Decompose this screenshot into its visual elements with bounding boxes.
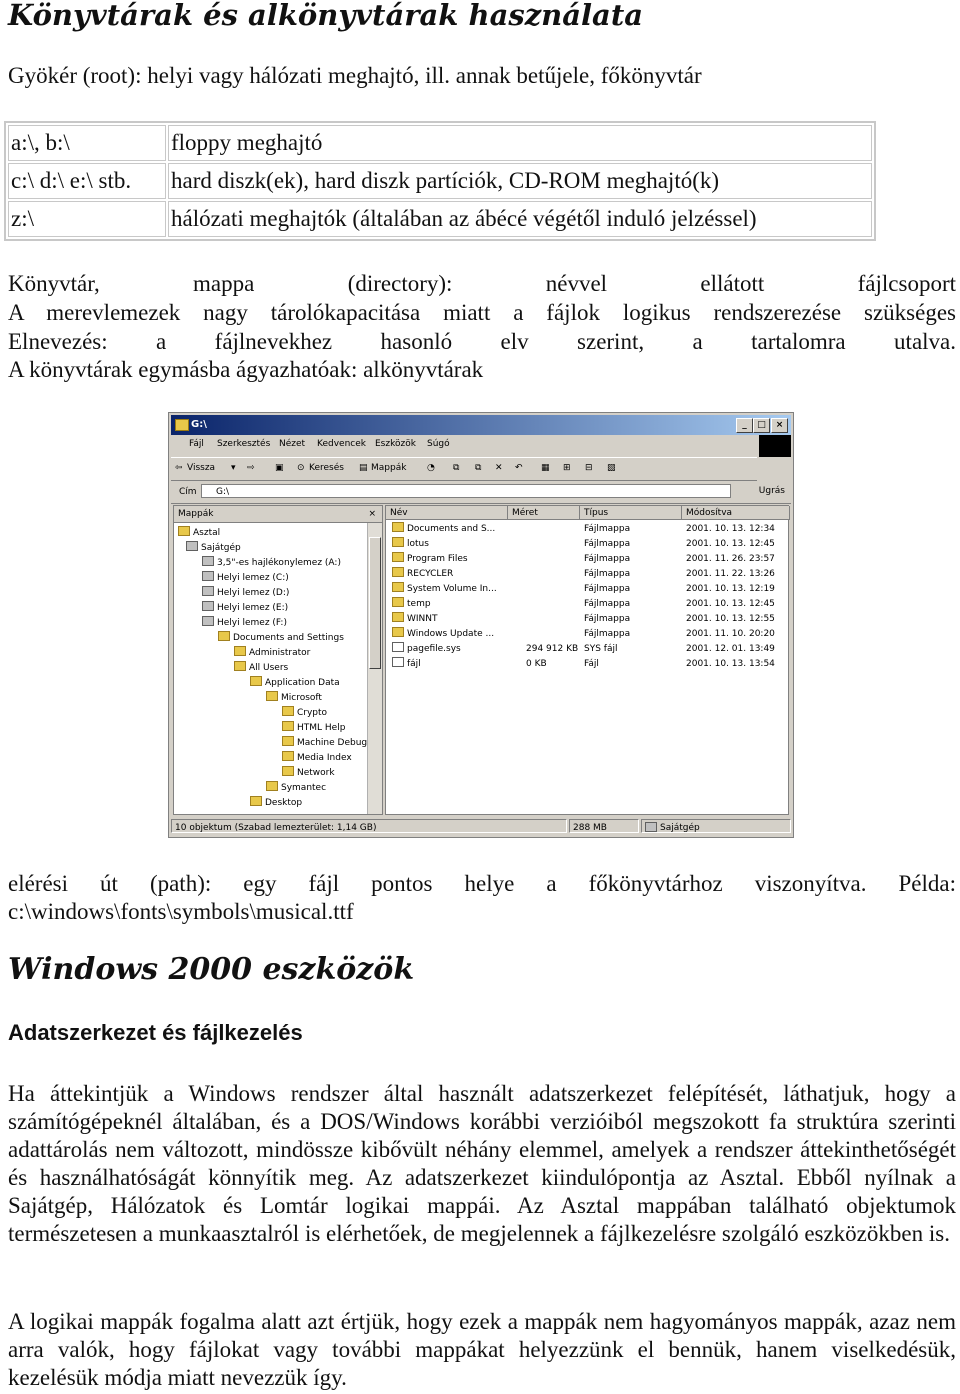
file-name (392, 597, 431, 611)
menu-view[interactable]: Nézet (279, 439, 306, 449)
undo-icon[interactable]: ↶ (515, 463, 523, 473)
floppy-icon (202, 556, 214, 566)
file-name (392, 657, 421, 671)
computer-icon (645, 822, 657, 832)
page-title: Könyvtárak és alkönyvtárak használata (8, 0, 644, 32)
folder-icon (392, 567, 404, 577)
file-name (392, 582, 497, 596)
folder-icon (175, 419, 189, 431)
tree-node-label: Sajátgép (201, 543, 241, 553)
tree-scrollbar[interactable] (367, 523, 382, 814)
tree-header-label: Mappák (178, 509, 214, 519)
paragraph-logical-folders: A logikai mappák fogalma alatt azt értjük, hogy ezek a mappák nem hagyományos mappák, azaz nem arra valók, hogy fájlokat vagy további mappákat helyezzünk el bennük, hanem viselkedésük, kezelésük módja miatt nevezzük így. (8, 1309, 956, 1390)
file-icon (392, 642, 404, 652)
file-size: 0 KB (526, 659, 547, 669)
file-modified: 2001. 10. 13. 12:55 (686, 614, 775, 624)
menu-edit[interactable]: Szerkesztés (217, 439, 271, 449)
tree-node-label: Helyi lemez (E:) (217, 603, 289, 613)
folder-icon (282, 721, 294, 731)
windows-logo-icon (759, 435, 791, 457)
tree-node-desktop-folder[interactable] (250, 796, 302, 808)
file-modified: 2001. 10. 13. 13:54 (686, 659, 775, 669)
folders-button[interactable]: Mappák (371, 463, 407, 473)
status-bar (171, 819, 791, 835)
path-example: c:\windows\fonts\symbols\musical.ttf (8, 899, 354, 924)
file-name-text: Windows Update ... (407, 629, 495, 639)
folder-icon (282, 706, 294, 716)
views-icon[interactable]: ▦ (541, 463, 550, 473)
folder-icon (282, 736, 294, 746)
file-type: Fájlmappa (584, 569, 631, 579)
tree-node-microsoft[interactable] (266, 691, 322, 703)
tree-node-label: Helyi lemez (C:) (217, 573, 289, 583)
tree-node-label: Helyi lemez (D:) (217, 588, 290, 598)
folder-icon (234, 661, 246, 671)
menu-tools[interactable]: Eszközök (375, 439, 416, 449)
tree-node-label: Helyi lemez (F:) (217, 618, 287, 628)
file-icon (392, 657, 404, 667)
folder-icon (218, 631, 230, 641)
tree-node-all-users[interactable] (234, 661, 288, 673)
drive-cell: a:\, b:\ (8, 125, 166, 161)
chevron-down-icon[interactable]: ▾ (231, 463, 236, 473)
explorer-screenshot (168, 412, 794, 838)
address-label: Cím (179, 487, 197, 497)
tree-node-label: Machine Debug (297, 738, 368, 748)
folder-icon (266, 781, 278, 791)
tree-node-application-data[interactable] (250, 676, 340, 688)
move-to-icon[interactable]: ⧉ (453, 463, 460, 473)
maximize-icon[interactable]: □ (753, 418, 770, 433)
search-button[interactable]: Keresés (309, 463, 344, 473)
close-icon[interactable]: × (368, 509, 376, 519)
file-name-text: Program Files (407, 554, 468, 564)
path-definition: elérési út (path): egy fájl pontos helye a főkönyvtárhoz viszonyítva. Példa: (8, 871, 956, 896)
file-row[interactable] (386, 627, 788, 641)
tree-node-label: Documents and Settings (233, 633, 344, 643)
drive-icon (202, 586, 214, 596)
tree-node-administrator[interactable] (234, 646, 310, 658)
tree-node-my-computer[interactable] (186, 541, 241, 553)
file-size: 294 912 KB (526, 644, 579, 654)
menu-favorites[interactable]: Kedvencek (317, 439, 366, 449)
file-name-text: WINNT (407, 614, 438, 624)
column-type[interactable]: Típus (580, 506, 682, 520)
file-name (392, 552, 468, 566)
file-row[interactable] (386, 567, 788, 581)
column-modified[interactable]: Módosítva (682, 506, 790, 520)
file-name (392, 627, 494, 641)
column-name[interactable]: Név (386, 506, 508, 520)
address-input[interactable]: G:\ (201, 484, 731, 498)
tree-node-drive-c[interactable] (202, 571, 289, 583)
table-row (8, 125, 872, 161)
file-type: Fájl (584, 659, 599, 669)
file-modified: 2001. 12. 01. 13:49 (686, 644, 775, 654)
tree-node-label: HTML Help (297, 723, 346, 733)
folder-icon (392, 552, 404, 562)
file-name-text: fájl (407, 659, 421, 669)
minimize-icon[interactable]: _ (736, 418, 753, 433)
file-row[interactable] (386, 612, 788, 626)
tree-node-network[interactable] (282, 766, 335, 778)
drive-icon (202, 571, 214, 581)
file-type: Fájlmappa (584, 614, 631, 624)
tree-node-crypto[interactable] (282, 706, 327, 718)
table-row (8, 201, 872, 237)
tree-node-html-help[interactable] (282, 721, 345, 733)
folder-icon (282, 766, 294, 776)
drive-desc-cell: floppy meghajtó (168, 125, 872, 161)
close-icon[interactable]: × (771, 418, 788, 433)
explorer-menubar (171, 437, 791, 455)
file-modified: 2001. 10. 13. 12:45 (686, 599, 775, 609)
file-name-text: Documents and S... (407, 524, 496, 534)
file-row[interactable] (386, 657, 788, 671)
file-modified: 2001. 10. 13. 12:45 (686, 539, 775, 549)
file-row[interactable] (386, 537, 788, 551)
folder-icon (392, 582, 404, 592)
file-modified: 2001. 10. 13. 12:34 (686, 524, 775, 534)
folder-icon (234, 646, 246, 656)
folder-tree-pane (173, 505, 383, 815)
file-modified: 2001. 11. 26. 23:57 (686, 554, 775, 564)
tree-node-drive-d[interactable] (202, 586, 289, 598)
folder-icon (392, 522, 404, 532)
search-icon[interactable]: ⊙ (297, 463, 305, 473)
explorer-title: G:\ (191, 419, 207, 430)
properties-icon[interactable]: ▧ (607, 463, 616, 473)
file-type: Fájlmappa (584, 629, 631, 639)
status-location (641, 819, 791, 833)
tree-node-desktop[interactable] (178, 526, 220, 538)
folder-icon (392, 612, 404, 622)
file-row[interactable] (386, 552, 788, 566)
drive-cell: z:\ (8, 201, 166, 237)
file-row[interactable] (386, 582, 788, 596)
nesting-line: A könyvtárak egymásba ágyazhatóak: alkönyvtárak (8, 357, 484, 382)
tree-node-label: Network (297, 768, 335, 778)
file-modified: 2001. 11. 22. 13:26 (686, 569, 775, 579)
file-name (392, 522, 495, 536)
tree-node-label: Desktop (265, 798, 303, 808)
tree-node-drive-f[interactable] (202, 616, 287, 628)
root-definition: Gyökér (root): helyi vagy hálózati meghajtó, ill. annak betűjele, főkönyvtár (8, 63, 702, 88)
tree-node-drive-e[interactable] (202, 601, 288, 613)
file-modified: 2001. 11. 10. 20:20 (686, 629, 775, 639)
map-drive-icon[interactable]: ⊞ (563, 463, 571, 473)
disconnect-icon[interactable]: ⊟ (585, 463, 593, 473)
file-name (392, 612, 438, 626)
folder-icon (250, 676, 262, 686)
file-name-text: System Volume In... (407, 584, 497, 594)
table-row (8, 163, 872, 199)
folders-icon[interactable]: ▤ (359, 463, 368, 473)
section-heading: Windows 2000 eszközök (8, 952, 415, 987)
tree-node-label: All Users (249, 663, 289, 673)
folder-icon (282, 751, 294, 761)
hdd-line: A merevlemezek nagy tárolókapacitása miatt a fájlok logikus rendszerezése szükséges (8, 300, 956, 325)
tree-node-media-index[interactable] (282, 751, 352, 763)
tree-header (174, 506, 382, 523)
status-location-text: Sajátgép (660, 823, 700, 833)
file-name-text: lotus (407, 539, 429, 549)
back-icon[interactable]: ⇦ (175, 463, 183, 473)
status-size: 288 MB (569, 819, 639, 833)
menu-help[interactable]: Súgó (427, 439, 450, 449)
file-type: Fájlmappa (584, 599, 631, 609)
tree-node-label: Microsoft (281, 693, 322, 703)
file-type: SYS fájl (584, 644, 618, 654)
tree-node-symantec[interactable] (266, 781, 326, 793)
back-button[interactable]: Vissza (187, 463, 216, 473)
file-name (392, 537, 429, 551)
file-row[interactable] (386, 522, 788, 536)
file-name-text: temp (407, 599, 431, 609)
folder-icon (392, 537, 404, 547)
tree-node-label: Administrator (249, 648, 311, 658)
tree-node-label: Asztal (193, 528, 221, 538)
tree-node-documents-settings[interactable] (218, 631, 344, 643)
naming-line: Elnevezés: a fájlnevekhez hasonló elv szerint, a tartalomra utalva. (8, 329, 956, 354)
explorer-toolbar (171, 457, 757, 481)
file-type: Fájlmappa (584, 554, 631, 564)
file-list-pane (385, 505, 789, 815)
tree-node-floppy[interactable] (202, 556, 341, 568)
subsection-heading: Adatszerkezet és fájlkezelés (8, 1020, 303, 1045)
delete-icon[interactable]: ✕ (495, 463, 503, 473)
status-objects: 10 objektum (Szabad lemezterület: 1,14 GB) (171, 819, 567, 833)
directory-definition: Könyvtár, mappa (directory): névvel ellátott fájlcsoport (8, 271, 956, 296)
tree-node-label: Symantec (281, 783, 327, 793)
folder-icon (250, 796, 262, 806)
column-size[interactable]: Méret (508, 506, 580, 520)
folder-icon (392, 627, 404, 637)
menu-file[interactable]: Fájl (189, 439, 204, 449)
drive-icon (202, 601, 214, 611)
tree-node-label: Crypto (297, 708, 328, 718)
file-modified: 2001. 10. 13. 12:19 (686, 584, 775, 594)
go-button[interactable]: Ugrás (758, 486, 785, 496)
folder-icon (266, 691, 278, 701)
file-name (392, 642, 461, 656)
file-type: Fájlmappa (584, 524, 631, 534)
drive-icon (202, 616, 214, 626)
scrollbar-thumb[interactable] (369, 537, 381, 669)
file-name-text: RECYCLER (407, 569, 454, 579)
tree-node-label: Media Index (297, 753, 352, 763)
paragraph-data-structure: Ha áttekintjük a Windows rendszer által használt adatszerkezet felépítését, láthatjuk, hogy a számítógépeknél általában, és a DOS/Windows korábbi verzióiból megszokott fa struktúra szerinti adattárolás nem változott, mindössze kibővült néhány elemmel, amelyek a rendszer áttekinthetőségét és használhatóságát könnyítik meg. Az adatszerkezet kiindulópontja az Asztal. Ebből nyílnak a Sajátgép, Hálózatok és Lomtár logikai mappái. Az Asztal mappában található objektumok természetesen a munkaasztalról is elérhetőek, de megjelennek a fájlkezelésre szolgáló eszközökben is. (8, 1081, 956, 1246)
file-row[interactable] (386, 642, 788, 656)
computer-icon (186, 541, 198, 551)
drive-table (4, 121, 876, 241)
drive-desc-cell: hálózati meghajtók (általában az ábécé végétől induló jelzéssel) (168, 201, 872, 237)
file-name-text: pagefile.sys (407, 644, 461, 654)
file-type: Fájlmappa (584, 539, 631, 549)
tree-node-label: Application Data (265, 678, 340, 688)
explorer-titlebar (171, 415, 791, 435)
history-icon[interactable]: ◔ (427, 463, 435, 473)
tree-node-label: 3,5"-es hajlékonylemez (A:) (217, 558, 341, 568)
drive-desc-cell: hard diszk(ek), hard diszk partíciók, CD-ROM meghajtó(k) (168, 163, 872, 199)
file-type: Fájlmappa (584, 584, 631, 594)
forward-icon[interactable]: ⇨ (247, 463, 255, 473)
desktop-icon (178, 526, 190, 536)
address-bar (171, 481, 791, 504)
file-name (392, 567, 453, 581)
folder-icon (392, 597, 404, 607)
copy-to-icon[interactable]: ⧉ (475, 463, 482, 473)
drive-cell: c:\ d:\ e:\ stb. (8, 163, 166, 199)
up-folder-icon[interactable]: ▣ (275, 463, 284, 473)
file-row[interactable] (386, 597, 788, 611)
tree-node-machine-debug[interactable] (282, 736, 367, 748)
